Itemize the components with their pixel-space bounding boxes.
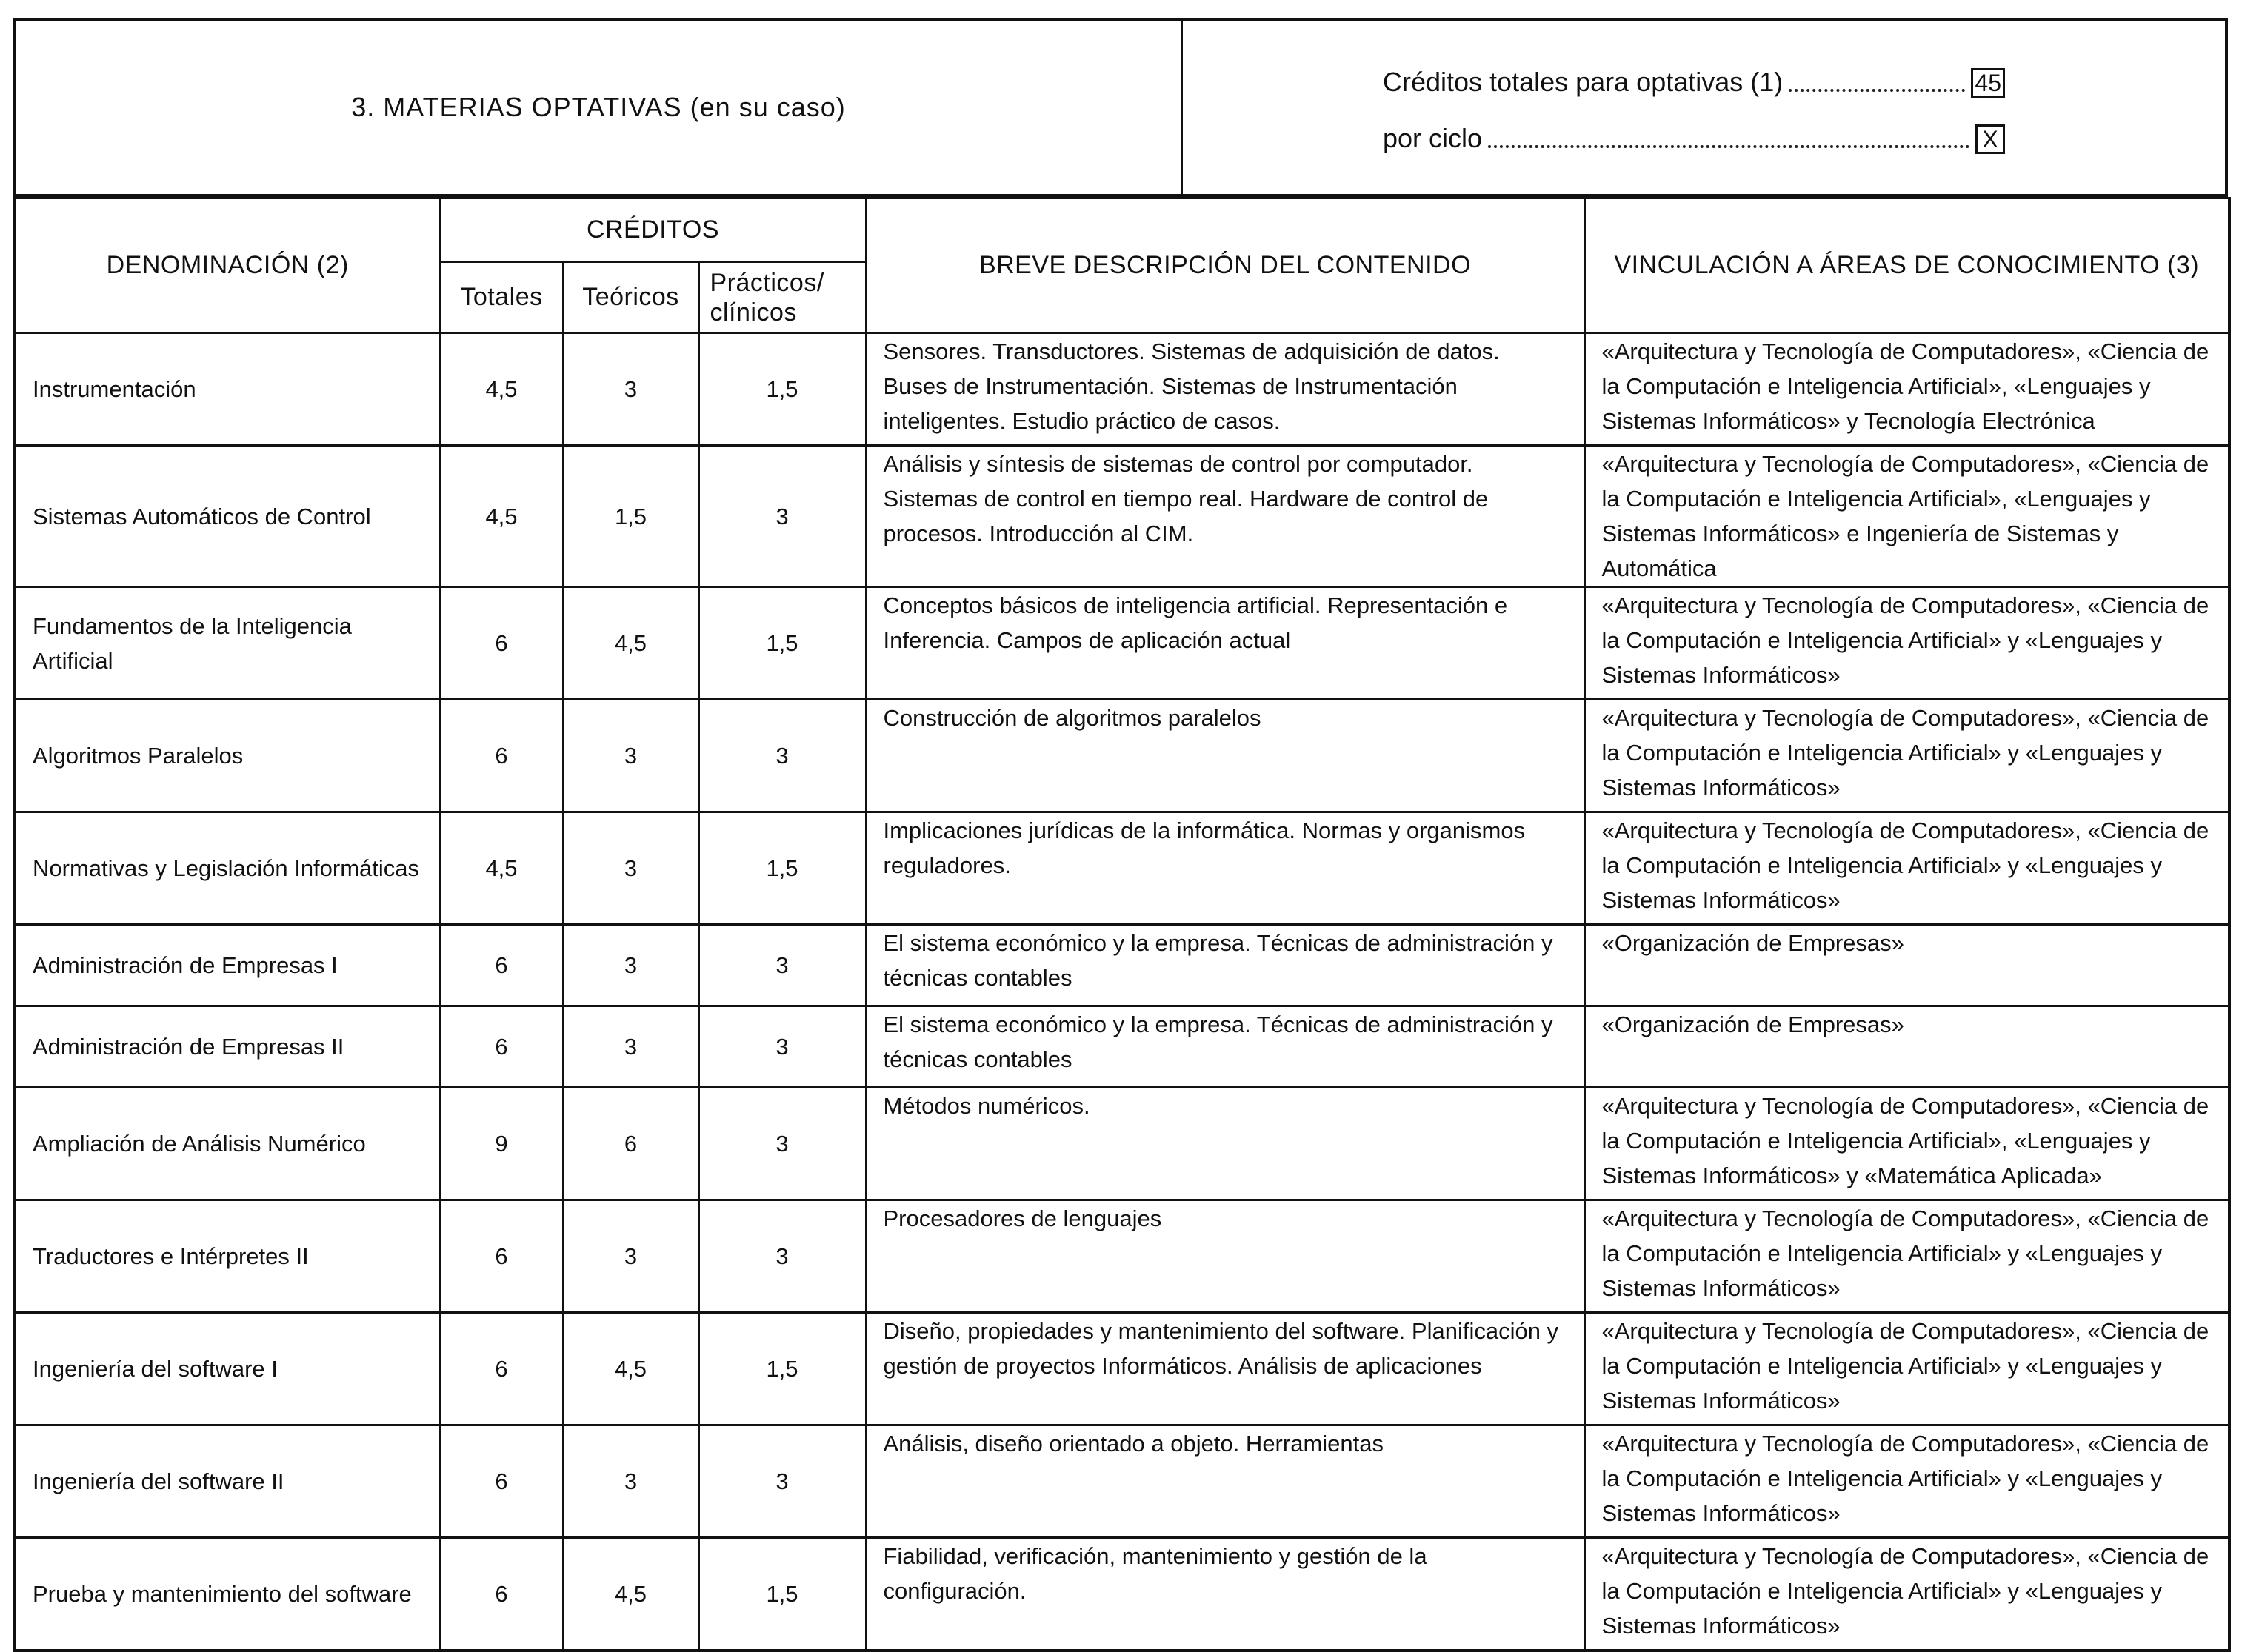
- content-description: Sensores. Transductores. Sistemas de adquisición de datos. Buses de Instrumentación. Sistemas de Instrumentación inteligentes. Estudio práctico de casos.: [866, 333, 1584, 446]
- credits-teoricos: 1,5: [563, 446, 698, 587]
- col-practicos: Prácticos/ clínicos: [698, 262, 866, 333]
- table-row: [15, 1538, 2229, 1651]
- knowledge-areas: «Arquitectura y Tecnología de Computadores», «Ciencia de la Computación e Inteligencia Artificial» y «Lenguajes y Sistemas Informáticos»: [1584, 1538, 2229, 1651]
- content-description: Diseño, propiedades y mantenimiento del software. Planificación y gestión de proyectos Informáticos. Análisis de aplicaciones: [866, 1313, 1584, 1425]
- content-description: Análisis, diseño orientado a objeto. Herramientas: [866, 1425, 1584, 1538]
- credits-practicos: 3: [698, 1088, 866, 1200]
- table-row: [15, 925, 2229, 1006]
- content-description: El sistema económico y la empresa. Técnicas de administración y técnicas contables: [866, 925, 1584, 1006]
- knowledge-areas: «Arquitectura y Tecnología de Computadores», «Ciencia de la Computación e Inteligencia Artificial» y «Lenguajes y Sistemas Informáticos»: [1584, 812, 2229, 925]
- content-description: Fiabilidad, verificación, mantenimiento y gestión de la configuración.: [866, 1538, 1584, 1651]
- subject-name: Normativas y Legislación Informáticas: [15, 812, 440, 925]
- credits-totales: 6: [440, 1006, 563, 1088]
- table-row: [15, 1425, 2229, 1538]
- credits-practicos: 1,5: [698, 812, 866, 925]
- per-cycle-label: por ciclo: [1383, 123, 1483, 153]
- credits-teoricos: 3: [563, 333, 698, 446]
- content-description: Construcción de algoritmos paralelos: [866, 700, 1584, 812]
- credits-practicos: 1,5: [698, 587, 866, 700]
- col-creditos: CRÉDITOS: [440, 198, 866, 262]
- knowledge-areas: «Arquitectura y Tecnología de Computadores», «Ciencia de la Computación e Inteligencia Artificial» y «Lenguajes y Sistemas Informáticos»: [1584, 587, 2229, 700]
- credits-totales: 4,5: [440, 446, 563, 587]
- subject-name: Ingeniería del software I: [15, 1313, 440, 1425]
- knowledge-areas: «Arquitectura y Tecnología de Computadores», «Ciencia de la Computación e Inteligencia Artificial» y «Lenguajes y Sistemas Informáticos»: [1584, 700, 2229, 812]
- credits-totales: 6: [440, 1200, 563, 1313]
- total-credits-box: 45: [1971, 68, 2005, 98]
- credits-practicos: 3: [698, 1006, 866, 1088]
- subject-name: Algoritmos Paralelos: [15, 700, 440, 812]
- credits-practicos: 3: [698, 700, 866, 812]
- credits-teoricos: 3: [563, 700, 698, 812]
- table-row: [15, 446, 2229, 587]
- credits-teoricos: 3: [563, 812, 698, 925]
- credits-practicos: 1,5: [698, 1538, 866, 1651]
- credits-practicos: 3: [698, 1425, 866, 1538]
- credits-teoricos: 4,5: [563, 587, 698, 700]
- content-description: Implicaciones jurídicas de la informática. Normas y organismos reguladores.: [866, 812, 1584, 925]
- credits-practicos: 1,5: [698, 333, 866, 446]
- credits-teoricos: 3: [563, 1200, 698, 1313]
- credits-summary: [1183, 21, 2225, 194]
- table-row: [15, 812, 2229, 925]
- section-title: 3. MATERIAS OPTATIVAS (en su caso): [16, 21, 1183, 194]
- col-descripcion: BREVE DESCRIPCIÓN DEL CONTENIDO: [866, 198, 1584, 333]
- subjects-body: [15, 333, 2229, 1651]
- col-teoricos: Teóricos: [563, 262, 698, 333]
- knowledge-areas: «Arquitectura y Tecnología de Computadores», «Ciencia de la Computación e Inteligencia Artificial» y «Lenguajes y Sistemas Informáticos»: [1584, 1425, 2229, 1538]
- credits-practicos: 1,5: [698, 1313, 866, 1425]
- table-row: [15, 1088, 2229, 1200]
- content-description: Procesadores de lenguajes: [866, 1200, 1584, 1313]
- subject-name: Sistemas Automáticos de Control: [15, 446, 440, 587]
- section-header: [13, 18, 2228, 197]
- subject-name: Administración de Empresas I: [15, 925, 440, 1006]
- content-description: Conceptos básicos de inteligencia artificial. Representación e Inferencia. Campos de aplicación actual: [866, 587, 1584, 700]
- credits-totales: 6: [440, 1425, 563, 1538]
- credits-teoricos: 3: [563, 1006, 698, 1088]
- credits-teoricos: 3: [563, 925, 698, 1006]
- total-credits-label: Créditos totales para optativas (1): [1383, 67, 1784, 97]
- credits-teoricos: 3: [563, 1425, 698, 1538]
- credits-totales: 6: [440, 1313, 563, 1425]
- knowledge-areas: «Organización de Empresas»: [1584, 925, 2229, 1006]
- credits-totales: 6: [440, 700, 563, 812]
- header-row-top: [15, 198, 2229, 262]
- credits-practicos: 3: [698, 446, 866, 587]
- credits-totales: 6: [440, 1538, 563, 1651]
- total-credits-line: [1383, 67, 2005, 98]
- knowledge-areas: «Arquitectura y Tecnología de Computadores», «Ciencia de la Computación e Inteligencia Artificial» y «Lenguajes y Sistemas Informáticos»: [1584, 1200, 2229, 1313]
- subject-name: Instrumentación: [15, 333, 440, 446]
- table-row: [15, 1200, 2229, 1313]
- credits-teoricos: 4,5: [563, 1538, 698, 1651]
- credits-totales: 9: [440, 1088, 563, 1200]
- credits-teoricos: 4,5: [563, 1313, 698, 1425]
- subject-name: Ingeniería del software II: [15, 1425, 440, 1538]
- knowledge-areas: «Organización de Empresas»: [1584, 1006, 2229, 1088]
- per-cycle-checkbox: X: [1975, 124, 2005, 154]
- knowledge-areas: «Arquitectura y Tecnología de Computadores», «Ciencia de la Computación e Inteligencia Artificial», «Lenguajes y Sistemas Informáticos» e Ingeniería de Sistemas y Automática: [1584, 446, 2229, 587]
- subjects-table: [13, 197, 2231, 1652]
- knowledge-areas: «Arquitectura y Tecnología de Computadores», «Ciencia de la Computación e Inteligencia Artificial», «Lenguajes y Sistemas Informáticos» y Tecnología Electrónica: [1584, 333, 2229, 446]
- credits-practicos: 3: [698, 1200, 866, 1313]
- dot-leader: [1488, 145, 1969, 148]
- table-row: [15, 700, 2229, 812]
- subject-name: Prueba y mantenimiento del software: [15, 1538, 440, 1651]
- content-description: El sistema económico y la empresa. Técnicas de administración y técnicas contables: [866, 1006, 1584, 1088]
- table-row: [15, 333, 2229, 446]
- col-vinculacion: VINCULACIÓN A ÁREAS DE CONOCIMIENTO (3): [1584, 198, 2229, 333]
- subject-name: Ampliación de Análisis Numérico: [15, 1088, 440, 1200]
- knowledge-areas: «Arquitectura y Tecnología de Computadores», «Ciencia de la Computación e Inteligencia Artificial» y «Lenguajes y Sistemas Informáticos»: [1584, 1313, 2229, 1425]
- subject-name: Fundamentos de la Inteligencia Artificial: [15, 587, 440, 700]
- table-row: [15, 1313, 2229, 1425]
- credits-totales: 4,5: [440, 333, 563, 446]
- credits-totales: 6: [440, 925, 563, 1006]
- table-row: [15, 1006, 2229, 1088]
- optional-subjects-sheet: [13, 18, 2228, 1652]
- subject-name: Administración de Empresas II: [15, 1006, 440, 1088]
- col-totales: Totales: [440, 262, 563, 333]
- dot-leader: [1789, 89, 1965, 92]
- knowledge-areas: «Arquitectura y Tecnología de Computadores», «Ciencia de la Computación e Inteligencia Artificial», «Lenguajes y Sistemas Informáticos» y «Matemática Aplicada»: [1584, 1088, 2229, 1200]
- subject-name: Traductores e Intérpretes II: [15, 1200, 440, 1313]
- credits-totales: 4,5: [440, 812, 563, 925]
- credits-totales: 6: [440, 587, 563, 700]
- credits-teoricos: 6: [563, 1088, 698, 1200]
- col-denominacion: DENOMINACIÓN (2): [15, 198, 440, 333]
- per-cycle-line: [1383, 123, 2005, 154]
- content-description: Métodos numéricos.: [866, 1088, 1584, 1200]
- content-description: Análisis y síntesis de sistemas de control por computador. Sistemas de control en tiempo real. Hardware de control de procesos. Introducción al CIM.: [866, 446, 1584, 587]
- table-row: [15, 587, 2229, 700]
- credits-practicos: 3: [698, 925, 866, 1006]
